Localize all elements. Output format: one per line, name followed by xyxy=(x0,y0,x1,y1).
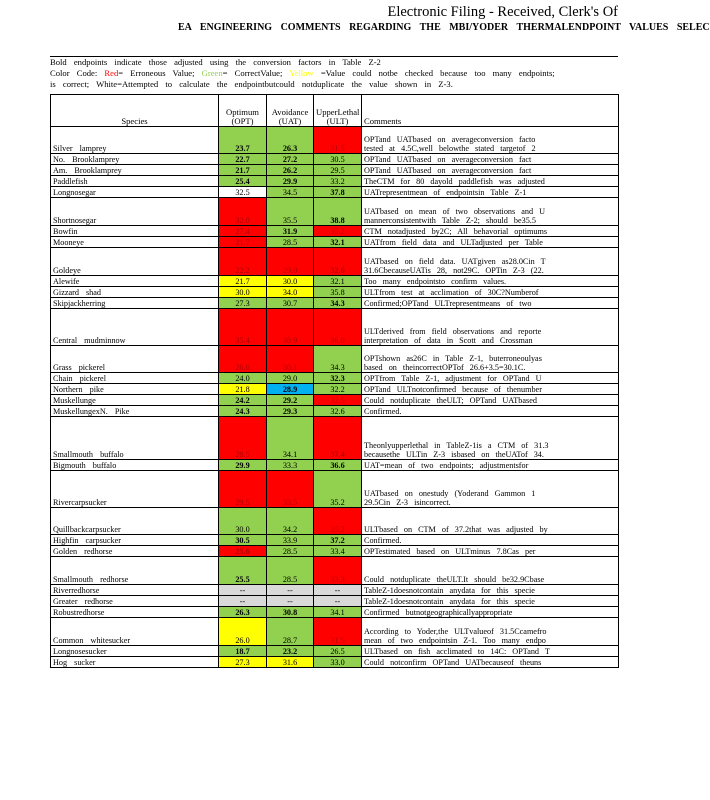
comment-line: UATfrom field data and ULTadjusted per Table xyxy=(364,238,543,247)
table-row xyxy=(51,585,619,596)
ult-value-cell: 33.4 xyxy=(314,546,362,557)
ult-value-cell: 38.8 xyxy=(314,198,362,226)
ult-value-cell: 30.5 xyxy=(314,154,362,165)
comment-cell xyxy=(362,395,619,406)
species-cell: Highfin carpsucker xyxy=(51,535,219,546)
species-cell: Quillbackcarpsucker xyxy=(51,508,219,535)
ult-value-cell: 36.0 xyxy=(314,309,362,346)
legend-red-word: Red xyxy=(104,68,119,78)
comment-cell xyxy=(362,607,619,618)
table-row xyxy=(51,346,619,373)
document-title: Electronic Filing - Received, Clerk's Of xyxy=(387,4,618,20)
table-row xyxy=(51,248,619,276)
uat-value-cell: 33.5 xyxy=(267,471,314,508)
species-cell: Paddlefish xyxy=(51,176,219,187)
ult-value-cell: 35.2 xyxy=(314,508,362,535)
table-row xyxy=(51,187,619,198)
comment-line: OPTand UATbased on averageconversion fact xyxy=(364,155,532,164)
opt-value-cell: 21.7 xyxy=(219,276,267,287)
species-cell: Rivercarpsucker xyxy=(51,471,219,508)
comment-line: UATrepresentmean of endpointsin Table Z-1 xyxy=(364,188,527,197)
comment-cell xyxy=(362,535,619,546)
species-cell: Goldeye xyxy=(51,248,219,276)
species-cell: Mooneye xyxy=(51,237,219,248)
uat-value-cell: 29.2 xyxy=(267,395,314,406)
opt-value-cell: 30.0 xyxy=(219,287,267,298)
comment-line: 31.6CbecauseUATis 28, not29C. OPTin Z-3 (22. xyxy=(364,266,544,275)
legend-line-1: Bold endpoints indicate those adjusted using the conversion factors in Table Z-2 xyxy=(50,57,381,67)
ult-value-cell: 32.3 xyxy=(314,373,362,384)
ult-value-cell: 35.8 xyxy=(314,287,362,298)
ult-value-cell: 32.2 xyxy=(314,384,362,395)
uat-value-cell: 34.0 xyxy=(267,287,314,298)
comment-cell xyxy=(362,309,619,346)
comment-line: UATbased on onestudy (Yoderand Gammon 1 xyxy=(364,489,536,498)
species-cell: Robustredhorse xyxy=(51,607,219,618)
comment-line: OPTand ULTnotconfirmed because of thenumber xyxy=(364,385,542,394)
thermal-endpoint-table xyxy=(50,94,619,668)
uat-value-cell: -- xyxy=(267,585,314,596)
comment-line: TableZ-1doesnotcontain anydata for this specie xyxy=(364,586,535,595)
ult-value-cell: 33.0 xyxy=(314,657,362,668)
comment-line: ULTfrom test at acclimation of 30C?Numberof xyxy=(364,288,539,297)
ult-value-cell: 34.3 xyxy=(314,298,362,309)
table-row xyxy=(51,154,619,165)
comment-cell xyxy=(362,596,619,607)
opt-value-cell: 27.3 xyxy=(219,657,267,668)
document-subtitle: EA ENGINEERING COMMENTS REGARDING THE MBI/YODER THERMALENDPOINT VALUES SELEC xyxy=(178,22,710,33)
comment-cell xyxy=(362,508,619,535)
comment-line: UATbased on field data. UATgiven as28.0Cin T xyxy=(364,257,546,266)
table-row xyxy=(51,508,619,535)
table-row xyxy=(51,471,619,508)
uat-value-cell: 30.8 xyxy=(267,607,314,618)
uat-value-cell: 28.7 xyxy=(267,618,314,646)
table-row xyxy=(51,618,619,646)
ult-value-cell: 32.1 xyxy=(314,276,362,287)
species-cell: Silver lamprey xyxy=(51,127,219,154)
table-header-row xyxy=(51,95,619,127)
uat-value-cell: 34.2 xyxy=(267,508,314,535)
legend-green-meaning: = CorrectValue; xyxy=(222,68,290,78)
comment-line: Could notduplicate theULT; OPTand UATbased xyxy=(364,396,537,405)
species-cell: Northern pike xyxy=(51,384,219,395)
species-header: Species xyxy=(51,95,219,127)
species-cell: Riverredhorse xyxy=(51,585,219,596)
opt-header: Optimum (OPT) xyxy=(219,95,267,127)
ult-value-cell: 35.2 xyxy=(314,226,362,237)
comment-cell xyxy=(362,298,619,309)
opt-value-cell: 30.5 xyxy=(219,535,267,546)
comment-line: Too many endpointsto confirm values. xyxy=(364,277,507,286)
uat-value-cell: 33.9 xyxy=(267,535,314,546)
legend-yellow-word: Yellow xyxy=(289,68,314,78)
species-cell: Greater redhorse xyxy=(51,596,219,607)
opt-value-cell: 24.2 xyxy=(219,395,267,406)
legend-yellow-meaning: =Value could notbe checked because too many endpoints; xyxy=(313,68,555,78)
comment-cell xyxy=(362,226,619,237)
opt-value-cell: 21.7 xyxy=(219,165,267,176)
uat-header: Avoidance (UAT) xyxy=(267,95,314,127)
ult-value-cell: 35.2 xyxy=(314,471,362,508)
table-row xyxy=(51,596,619,607)
uat-value-cell: 34.1 xyxy=(267,417,314,460)
table-row xyxy=(51,309,619,346)
uat-value-cell: 30.1 xyxy=(267,346,314,373)
comment-line: TableZ-1doesnotcontain anydata for this specie xyxy=(364,597,535,606)
opt-value-cell: 26.0 xyxy=(219,618,267,646)
uat-value-cell: 30.7 xyxy=(267,298,314,309)
comment-line: OPTfrom Table Z-1, adjustment for OPTand U xyxy=(364,374,542,383)
opt-value-cell: 32.0 xyxy=(219,198,267,226)
opt-value-cell: -- xyxy=(219,585,267,596)
species-cell: Longnosegar xyxy=(51,187,219,198)
legend-color-code-label: Color Code: xyxy=(50,68,105,78)
table-row xyxy=(51,607,619,618)
uat-value-cell: 35.5 xyxy=(267,198,314,226)
uat-value-cell: -- xyxy=(267,596,314,607)
comment-cell xyxy=(362,287,619,298)
comment-line: OPTshown as26C in Table Z-1, buterroneoulyas xyxy=(364,354,542,363)
comment-cell xyxy=(362,346,619,373)
uat-value-cell: 28.5 xyxy=(267,557,314,585)
uat-value-cell: 31.6 xyxy=(267,657,314,668)
opt-value-cell: 21.7 xyxy=(219,237,267,248)
ult-value-cell: -- xyxy=(314,585,362,596)
comment-line: Confirmed butnotgeographicallyappropriate xyxy=(364,608,513,617)
opt-value-cell: 24.0 xyxy=(219,373,267,384)
comment-line: Confirmed. xyxy=(364,536,402,545)
species-cell: Bigmouth buffalo xyxy=(51,460,219,471)
table-row xyxy=(51,237,619,248)
opt-value-cell: 22.7 xyxy=(219,154,267,165)
uat-value-cell: 28.5 xyxy=(267,237,314,248)
table-row xyxy=(51,646,619,657)
opt-value-cell: 24.3 xyxy=(219,406,267,417)
species-cell: Bowfin xyxy=(51,226,219,237)
table-row xyxy=(51,546,619,557)
species-cell: Central mudminnow xyxy=(51,309,219,346)
species-cell: Smallmouth buffalo xyxy=(51,417,219,460)
species-cell: Golden redhorse xyxy=(51,546,219,557)
species-cell: Longnosesucker xyxy=(51,646,219,657)
species-cell: No. Brooklamprey xyxy=(51,154,219,165)
legend-red-meaning: = Erroneous Value; xyxy=(118,68,202,78)
uat-value-cell: 27.2 xyxy=(267,154,314,165)
uat-value-cell: 23.2 xyxy=(267,646,314,657)
comment-cell xyxy=(362,237,619,248)
uat-value-cell: 33.3 xyxy=(267,460,314,471)
species-cell: Muskellunge xyxy=(51,395,219,406)
ult-value-cell: -- xyxy=(314,596,362,607)
species-cell: MuskellungexN. Pike xyxy=(51,406,219,417)
table-row xyxy=(51,165,619,176)
comment-cell xyxy=(362,657,619,668)
ult-value-cell: 32.5 xyxy=(314,395,362,406)
opt-value-cell: 22.2 xyxy=(219,248,267,276)
comment-cell xyxy=(362,154,619,165)
species-cell: Am. Brooklamprey xyxy=(51,165,219,176)
table-row xyxy=(51,395,619,406)
comment-line: TheCTM for 80 dayold paddlefish was adjusted xyxy=(364,177,545,186)
ult-value-cell: 37.2 xyxy=(314,535,362,546)
comment-cell xyxy=(362,557,619,585)
opt-value-cell: 25.4 xyxy=(219,176,267,187)
uat-value-cell: 28.9 xyxy=(267,384,314,395)
comment-line: CTM notadjusted by2C; All behavorial optimums xyxy=(364,227,548,236)
comment-line: ULTbased on CTM of 37.2that was adjusted by xyxy=(364,525,548,534)
opt-value-cell: 21.8 xyxy=(219,384,267,395)
ult-value-cell: 34.1 xyxy=(314,607,362,618)
table-row xyxy=(51,657,619,668)
uat-value-cell: 29.3 xyxy=(267,406,314,417)
ult-value-cell: 37.4 xyxy=(314,417,362,460)
table-row xyxy=(51,287,619,298)
opt-value-cell: 27.4 xyxy=(219,226,267,237)
comment-cell xyxy=(362,127,619,154)
comment-cell xyxy=(362,646,619,657)
table-row xyxy=(51,460,619,471)
table-row xyxy=(51,373,619,384)
legend-line-3: is correct; White=Attempted to calculate the endpointbutcould notduplicate the value shown in Z-3. xyxy=(50,79,453,89)
comment-cell xyxy=(362,546,619,557)
table-row xyxy=(51,406,619,417)
species-cell: Chain pickerel xyxy=(51,373,219,384)
comment-line: based on theincorrectOPTof 26.6+3.5=30.1C. xyxy=(364,363,526,372)
legend-green-word: Green xyxy=(201,68,223,78)
species-cell: Common whitesucker xyxy=(51,618,219,646)
table-row xyxy=(51,417,619,460)
comment-cell xyxy=(362,176,619,187)
opt-value-cell: 23.7 xyxy=(219,127,267,154)
comment-cell xyxy=(362,460,619,471)
ult-value-cell: 32.6 xyxy=(314,406,362,417)
ult-value-cell: 33.2 xyxy=(314,176,362,187)
comment-line: ULTderived from field observations and reporte xyxy=(364,327,542,336)
comment-cell xyxy=(362,187,619,198)
ult-header: UpperLethal (ULT) xyxy=(314,95,362,127)
legend-line-2 xyxy=(50,68,618,79)
comment-line: OPTand UATbased on averageconversion facto xyxy=(364,135,536,144)
species-cell: Alewife xyxy=(51,276,219,287)
ult-value-cell: 32.1 xyxy=(314,237,362,248)
uat-value-cell: 30.0 xyxy=(267,276,314,287)
comment-line: OPTestimated based on ULTminus 7.8Cas per xyxy=(364,547,536,556)
uat-value-cell: 29.0 xyxy=(267,248,314,276)
table-row xyxy=(51,535,619,546)
table-row xyxy=(51,127,619,154)
uat-value-cell: 31.9 xyxy=(267,226,314,237)
ult-value-cell: 31.5 xyxy=(314,127,362,154)
comments-header: Comments xyxy=(362,95,619,127)
table-row xyxy=(51,557,619,585)
uat-value-cell: 26.3 xyxy=(267,127,314,154)
ult-value-cell: 36.6 xyxy=(314,460,362,471)
comment-line: interpretation of data in Scott and Crossman xyxy=(364,336,533,345)
comment-line: Could notconfirm OPTand UATbecauseof theuns xyxy=(364,658,542,667)
table-row xyxy=(51,198,619,226)
comment-cell xyxy=(362,471,619,508)
comment-cell xyxy=(362,384,619,395)
ult-value-cell: 32.6 xyxy=(314,248,362,276)
comment-cell xyxy=(362,618,619,646)
comment-line: mean of two endpointsin Z-1. Too many endpo xyxy=(364,636,546,645)
comment-cell xyxy=(362,406,619,417)
uat-value-cell: 34.5 xyxy=(267,187,314,198)
species-cell: Hog sucker xyxy=(51,657,219,668)
comment-line: UAT=mean of two endpoints; adjustmentsfor xyxy=(364,461,529,470)
table-row xyxy=(51,226,619,237)
opt-value-cell: 32.5 xyxy=(219,187,267,198)
uat-value-cell: 26.2 xyxy=(267,165,314,176)
legend-block xyxy=(50,56,618,90)
comment-cell xyxy=(362,417,619,460)
comment-line: According to Yoder,the ULTvalueof 31.5Ccamefro xyxy=(364,627,547,636)
ult-value-cell: 26.5 xyxy=(314,646,362,657)
comment-cell xyxy=(362,373,619,384)
opt-value-cell: 25.5 xyxy=(219,557,267,585)
comment-line: Could notduplicate theULT.It should be32.9Cbase xyxy=(364,575,545,584)
opt-value-cell: 29.5 xyxy=(219,471,267,508)
comment-line: 29.5Cin Z-3 isincorrect. xyxy=(364,498,451,507)
species-cell: Shortnosegar xyxy=(51,198,219,226)
comment-cell xyxy=(362,248,619,276)
species-cell: Gizzard shad xyxy=(51,287,219,298)
uat-value-cell: 29.9 xyxy=(267,176,314,187)
comment-line: tested at 4.5C,well belowthe stated targetof 2 xyxy=(364,144,536,153)
uat-value-cell: 29.0 xyxy=(267,373,314,384)
comment-line: Theonlyupperlethal in TableZ-1is a CTM of 31.3 xyxy=(364,441,549,450)
ult-value-cell: 31.5 xyxy=(314,618,362,646)
opt-value-cell: 26.6 xyxy=(219,346,267,373)
comment-cell xyxy=(362,165,619,176)
opt-value-cell: -- xyxy=(219,596,267,607)
table-row xyxy=(51,276,619,287)
comment-cell xyxy=(362,276,619,287)
ult-value-cell: 29.5 xyxy=(314,165,362,176)
ult-value-cell: 33.3 xyxy=(314,557,362,585)
uat-value-cell: 38.9 xyxy=(267,309,314,346)
comment-cell xyxy=(362,198,619,226)
table-row xyxy=(51,298,619,309)
species-cell: Smallmouth redhorse xyxy=(51,557,219,585)
comment-line: mannerconsistentwith Table Z-2; should be35.5 xyxy=(364,216,536,225)
table-row xyxy=(51,384,619,395)
ult-value-cell: 34.3 xyxy=(314,346,362,373)
comment-line: UATbased on mean of two observations and U xyxy=(364,207,546,216)
comment-line: ULTbased on fish acclimated to 14C: OPTand T xyxy=(364,647,550,656)
comment-line: OPTand UATbased on averageconversion fact xyxy=(364,166,532,175)
comment-line: Confirmed. xyxy=(364,407,402,416)
opt-value-cell: 27.3 xyxy=(219,298,267,309)
comment-cell xyxy=(362,585,619,596)
opt-value-cell: 25.6 xyxy=(219,546,267,557)
opt-value-cell: 28.5 xyxy=(219,417,267,460)
opt-value-cell: 30.0 xyxy=(219,508,267,535)
table-row xyxy=(51,176,619,187)
species-cell: Skipjackherring xyxy=(51,298,219,309)
comment-line: becausethe ULTin Z-3 isbased on theUATof 34. xyxy=(364,450,544,459)
opt-value-cell: 35.4 xyxy=(219,309,267,346)
opt-value-cell: 29.9 xyxy=(219,460,267,471)
species-cell: Grass pickerel xyxy=(51,346,219,373)
uat-value-cell: 28.5 xyxy=(267,546,314,557)
ult-value-cell: 37.8 xyxy=(314,187,362,198)
opt-value-cell: 18.7 xyxy=(219,646,267,657)
opt-value-cell: 26.3 xyxy=(219,607,267,618)
comment-line: Confirmed;OPTand ULTrepresentmeans of two xyxy=(364,299,532,308)
